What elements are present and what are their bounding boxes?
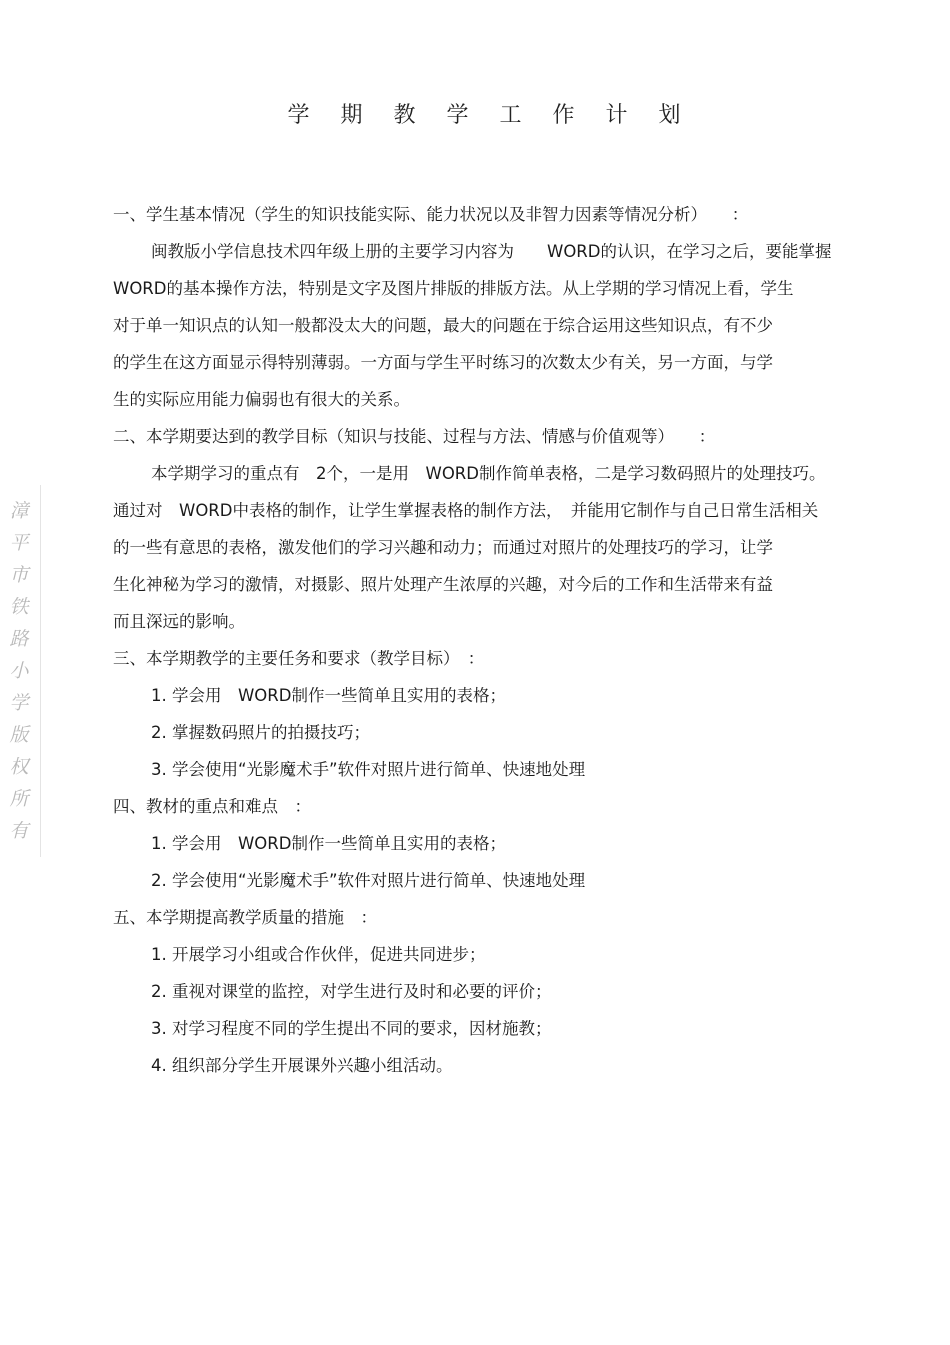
body-line: 五、本学期提高教学质量的措施 ： [113, 908, 377, 927]
body-line: 一、学生基本情况（学生的知识技能实际、能力状况以及非智力因素等情况分析） ： [113, 205, 749, 224]
body-line: 本学期学习的重点有 2个，一是用 WORD制作简单表格，二是学习数码照片的处理技巧。 [151, 464, 826, 483]
body-line: 2. 重视对课堂的监控，对学生进行及时和必要的评价； [151, 982, 552, 1001]
body-line: 对于单一知识点的认知一般都没太大的问题，最大的问题在于综合运用这些知识点，有不少 [113, 316, 773, 335]
document-body [113, 196, 893, 1084]
body-line: 1. 开展学习小组或合作伙伴，促进共同进步； [151, 945, 486, 964]
body-line: 的学生在这方面显示得特别薄弱。一方面与学生平时练习的次数太少有关，另一方面，与学 [113, 353, 773, 372]
body-line: 生化神秘为学习的激情，对摄影、照片处理产生浓厚的兴趣，对今后的工作和生活带来有益 [113, 575, 773, 594]
body-line: 3. 对学习程度不同的学生提出不同的要求，因材施教； [151, 1019, 552, 1038]
body-line: 2. 掌握数码照片的拍摄技巧； [151, 723, 370, 742]
body-line: WORD的基本操作方法，特别是文字及图片排版的排版方法。从上学期的学习情况上看，学生 [113, 279, 794, 298]
body-line: 通过对 WORD中表格的制作，让学生掌握表格的制作方法， 并能用它制作与自己日常生活相关 [113, 501, 819, 520]
body-line: 2. 学会使用“光影魔术手”软件对照片进行简单、快速地处理 [151, 871, 586, 890]
body-line: 四、教材的重点和难点 ： [113, 797, 311, 816]
body-line: 三、本学期教学的主要任务和要求（教学目标） ： [113, 649, 485, 668]
watermark-text: 漳平市铁路小学版权所有 [9, 500, 29, 842]
body-line: 二、本学期要达到的教学目标（知识与技能、过程与方法、情感与价值观等） ： [113, 427, 716, 446]
body-line: 4. 组织部分学生开展课外兴趣小组活动。 [151, 1056, 453, 1075]
body-line: 生的实际应用能力偏弱也有很大的关系。 [113, 390, 410, 409]
body-line: 的一些有意思的表格，激发他们的学习兴趣和动力；而通过对照片的处理技巧的学习，让学 [113, 538, 773, 557]
body-line: 3. 学会使用“光影魔术手”软件对照片进行简单、快速地处理 [151, 760, 586, 779]
document-title: 学 期 教 学 工 作 计 划 [287, 103, 693, 128]
body-line: 1. 学会用 WORD制作一些简单且实用的表格； [151, 686, 506, 705]
body-line: 闽教版小学信息技术四年级上册的主要学习内容为 WORD的认识，在学习之后，要能掌握 [151, 242, 832, 261]
body-line: 而且深远的影响。 [113, 612, 245, 631]
side-watermark [0, 485, 41, 857]
body-line: 1. 学会用 WORD制作一些简单且实用的表格； [151, 834, 506, 853]
